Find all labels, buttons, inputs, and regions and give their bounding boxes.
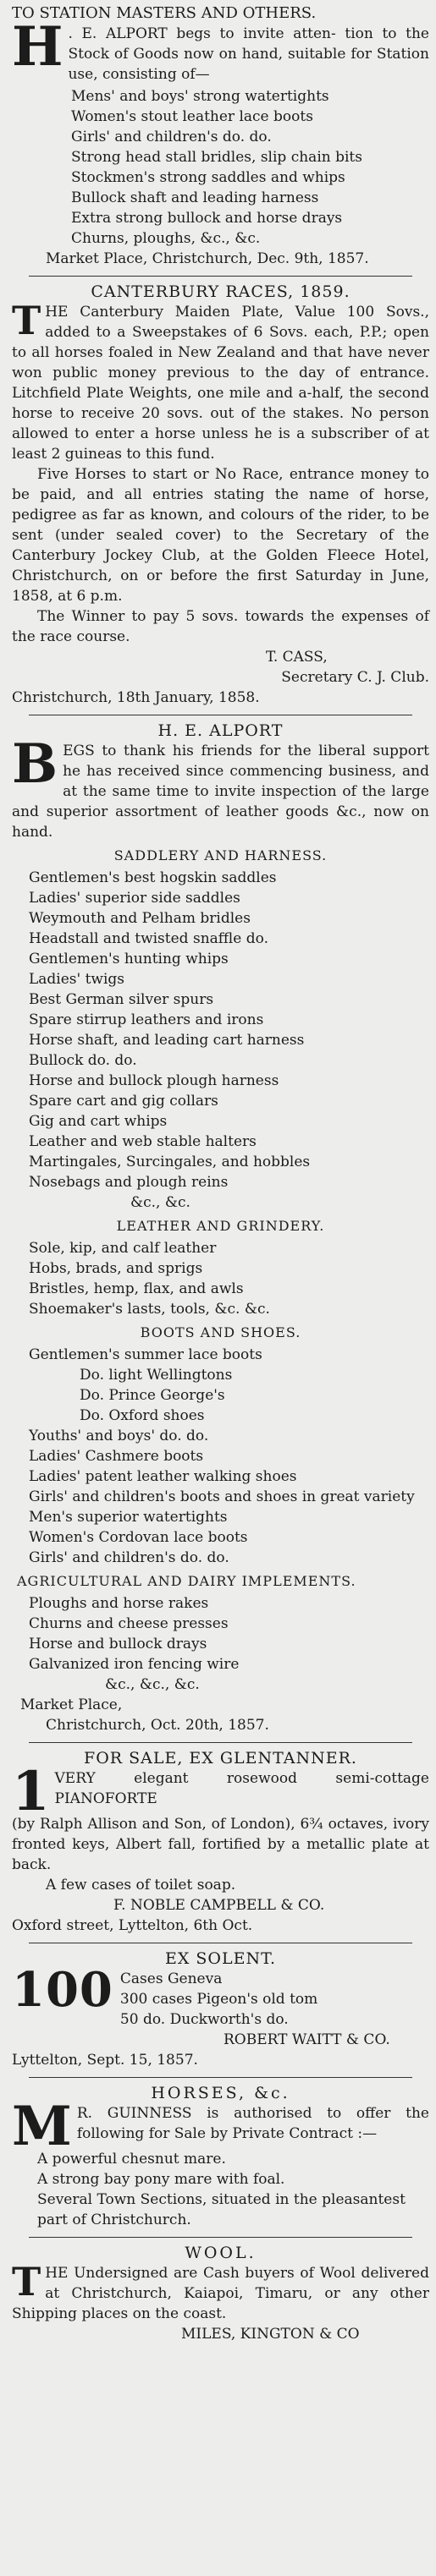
list-item: Galvanized iron fencing wire xyxy=(29,1656,240,1673)
list-item: Women's Cordovan lace boots xyxy=(29,1529,248,1546)
ad-heading: HORSES, &c. xyxy=(151,2084,290,2102)
ad-paragraph: Five Horses to start or No Race, entrance money to be paid, and all entries stating the name of horse, pedigree as far as known, and colours of the rider, to be sent (under sealed cover) to the Secretary of the Canterbury Jockey Club, at the Golden Fleece Hotel, Christchurch, on or before the first Saturday in June, 1858, at 6 p.m. xyxy=(12,466,429,605)
list-item: Gentlemen's summer lace boots xyxy=(29,1346,262,1363)
drop-cap: M xyxy=(12,2095,72,2158)
list-item: Girls' and children's do. do. xyxy=(71,129,272,145)
list-item: Best German silver spurs xyxy=(29,991,214,1008)
ad-body: (by Ralph Allison and Son, of London), 6¾ octaves, ivory fronted keys, Albert fall, fortified by a metallic plate at back. xyxy=(12,1816,429,1873)
list-item: 300 cases Pigeon's old tom xyxy=(119,1991,318,2008)
ad-pianoforte xyxy=(12,1748,429,1936)
list-item: Weymouth and Pelham bridles xyxy=(29,910,251,927)
item-list xyxy=(12,2149,429,2230)
drop-cap: T xyxy=(12,2259,41,2305)
list-item: Horse and bullock drays xyxy=(29,1636,207,1652)
list-item: Ladies' patent leather walking shoes xyxy=(29,1468,297,1485)
list-item: Mens' and boys' strong watertights xyxy=(71,88,329,105)
divider xyxy=(29,276,413,277)
list-item: Youths' and boys' do. do. xyxy=(29,1428,209,1444)
list-item: A powerful chesnut mare. xyxy=(37,2151,226,2168)
divider xyxy=(29,2077,413,2078)
divider xyxy=(29,1742,413,1743)
item-list xyxy=(12,1238,429,1319)
drop-number: 100 xyxy=(12,1962,113,2018)
list-item: Girls' and children's do. do. xyxy=(29,1549,229,1566)
list-item: Horse and bullock plough harness xyxy=(29,1072,279,1089)
list-item: Strong head stall bridles, slip chain bits xyxy=(71,149,362,166)
ad-ex-solent xyxy=(12,1948,429,2070)
list-item: Men's superior watertights xyxy=(29,1509,228,1526)
drop-cap: H xyxy=(12,15,63,79)
ad-heading: H. E. ALPORT xyxy=(157,721,284,740)
drop-cap: B xyxy=(12,732,58,796)
list-item: &c., &c. xyxy=(130,1194,190,1211)
list-item: &c., &c., &c. xyxy=(105,1676,200,1693)
ad-extra: A few cases of toilet soap. xyxy=(46,1877,236,1894)
ad-paragraph: The Winner to pay 5 sovs. towards the expenses of the race course. xyxy=(12,608,429,645)
item-list xyxy=(12,1345,429,1568)
ad-footer: Christchurch, Oct. 20th, 1857. xyxy=(46,1717,269,1734)
list-item: 50 do. Duckworth's do. xyxy=(119,2011,289,2028)
list-item: Spare stirrup leathers and irons xyxy=(29,1011,264,1028)
list-item: Churns and cheese presses xyxy=(29,1615,229,1632)
ad-lead: HE Undersigned are Cash buyers of Wool delivered at Christchurch, Kaiapoi, Timaru, or any other Shipping places on the coast. xyxy=(12,2265,429,2322)
ad-canterbury-races xyxy=(12,282,429,708)
item-list xyxy=(12,868,429,1213)
ad-paragraph: HE Canterbury Maiden Plate, Value 100 Sovs., added to a Sweepstakes of 6 Sovs. each, P.P.; open to all horses foaled in New Zealand and that have never won public money previous to the day of entrance. Litchfield Plate Weights, one mile and a-half, the second horse to receive 20 sovs. out of the stakes. No person allowed to enter a horse unless he is a subscriber of at least 2 guineas to this fund. xyxy=(12,304,429,463)
list-item: Ladies' superior side saddles xyxy=(29,890,240,907)
list-item: Stockmen's strong saddles and whips xyxy=(71,169,345,186)
signer: T. CASS, xyxy=(266,649,328,666)
ad-lead: . E. ALPORT begs to invite atten- tion to the Stock of Goods now on hand, suitable for Station use, consisting of— xyxy=(68,25,429,83)
ad-heading: EX SOLENT. xyxy=(164,1949,277,1968)
signer: F. NOBLE CAMPBELL & CO. xyxy=(113,1897,325,1914)
signer-title: Secretary C. J. Club. xyxy=(281,669,429,686)
ad-wool xyxy=(12,2243,429,2344)
divider xyxy=(29,2237,413,2238)
list-item: A strong bay pony mare with foal. xyxy=(37,2171,285,2188)
list-item: Leather and web stable halters xyxy=(29,1133,257,1150)
list-item: Hobs, brads, and sprigs xyxy=(29,1260,203,1277)
list-item: Cases Geneva xyxy=(119,1970,223,1987)
ad-heading: TO STATION MASTERS AND OTHERS. xyxy=(12,4,317,22)
list-item: Girls' and children's boots and shoes in great variety xyxy=(29,1488,415,1505)
list-item: Horse shaft, and leading cart harness xyxy=(29,1032,305,1049)
list-item: Martingales, Surcingales, and hobbles xyxy=(29,1154,311,1170)
ad-station-masters xyxy=(12,3,429,269)
ad-footer: Market Place, xyxy=(20,1696,123,1713)
section-title: AGRICULTURAL AND DAIRY IMPLEMENTS. xyxy=(17,1573,356,1589)
ad-heading: WOOL. xyxy=(185,2244,257,2262)
list-item: Do. Prince George's xyxy=(80,1387,225,1404)
list-item: Spare cart and gig collars xyxy=(29,1093,218,1110)
signer: MILES, KINGTON & CO xyxy=(181,2326,360,2343)
ad-heading: FOR SALE, EX GLENTANNER. xyxy=(84,1749,357,1768)
section-title: BOOTS AND SHOES. xyxy=(140,1324,301,1340)
ad-footer: Market Place, Christchurch, Dec. 9th, 1857. xyxy=(46,250,369,267)
list-item: Sole, kip, and calf leather xyxy=(29,1240,217,1257)
ad-date: Christchurch, 18th January, 1858. xyxy=(12,689,260,706)
item-list xyxy=(12,86,429,249)
list-item: Churns, ploughs, &c., &c. xyxy=(71,230,261,247)
list-item: Gentlemen's hunting whips xyxy=(29,951,229,967)
list-item: Bullock do. do. xyxy=(29,1052,137,1069)
ad-lead: VERY elegant rosewood semi-cottage PIANOFORTE xyxy=(54,1770,429,1807)
signer: ROBERT WAITT & CO. xyxy=(224,2031,390,2048)
ad-horses xyxy=(12,2083,429,2230)
list-item: Bullock shaft and leading harness xyxy=(71,189,319,206)
ad-lead: EGS to thank his friends for the liberal support he has received since commencing business, and at the same time to invite inspection of the large and superior assortment of leather goods &c., now on hand. xyxy=(12,743,429,841)
ad-alport-goods xyxy=(12,721,429,1735)
list-item: Ladies' twigs xyxy=(29,971,125,988)
list-item: Extra strong bullock and horse drays xyxy=(71,210,343,227)
list-item: Bristles, hemp, flax, and awls xyxy=(29,1280,244,1297)
drop-cap: T xyxy=(12,298,41,343)
ad-date: Oxford street, Lyttelton, 6th Oct. xyxy=(12,1917,253,1934)
section-title: SADDLERY AND HARNESS. xyxy=(113,847,328,863)
list-item: Ploughs and horse rakes xyxy=(29,1595,209,1612)
list-item: Gentlemen's best hogskin saddles xyxy=(29,869,277,886)
list-item: Do. light Wellingtons xyxy=(80,1367,233,1384)
ad-heading: CANTERBURY RACES, 1859. xyxy=(91,282,350,301)
ad-date: Lyttelton, Sept. 15, 1857. xyxy=(12,2052,198,2069)
list-item: Ladies' Cashmere boots xyxy=(29,1448,204,1465)
list-item: Shoemaker's lasts, tools, &c. &c. xyxy=(29,1301,270,1318)
list-item: Do. Oxford shoes xyxy=(80,1407,205,1424)
list-item: Nosebags and plough reins xyxy=(29,1174,229,1191)
list-item: Gig and cart whips xyxy=(29,1113,168,1130)
drop-cap: 1 xyxy=(12,1760,50,1823)
list-item: Headstall and twisted snaffle do. xyxy=(29,930,268,947)
list-item: Several Town Sections, situated in the pleasantest part of Christchurch. xyxy=(37,2191,406,2228)
ad-lead: R. GUINNESS is authorised to offer the following for Sale by Private Contract :— xyxy=(76,2105,429,2142)
section-title: LEATHER AND GRINDERY. xyxy=(116,1218,325,1234)
list-item: Women's stout leather lace boots xyxy=(71,108,313,125)
item-list xyxy=(12,1593,429,1695)
